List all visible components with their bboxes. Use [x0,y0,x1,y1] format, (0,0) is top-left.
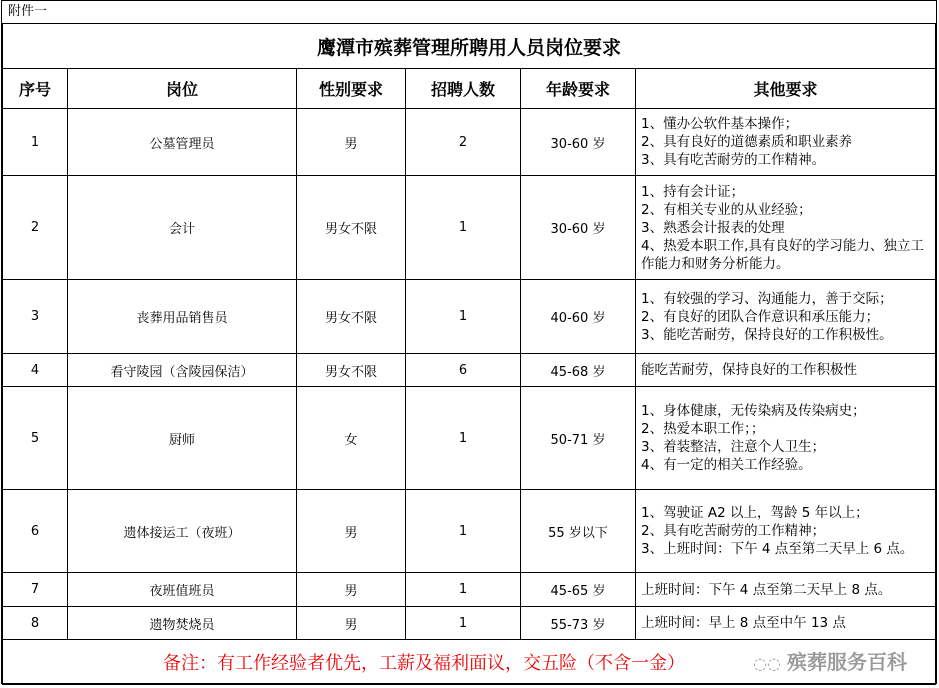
requirement-line: 1、持有会计证； [641,183,745,200]
table-row [3,607,936,640]
row-post: 会计 [68,176,297,280]
requirement-line: 上班时间：早上 8 点至中午 13 点 [641,615,846,631]
table-row [3,573,936,607]
row-gender: 男 [297,109,406,176]
footer-note-cell [3,640,936,685]
requirement-line: 2、热爱本职工作；； [641,421,765,437]
wechat-icon: ◌◌ [753,654,781,673]
row-count: 1 [406,607,521,640]
watermark: ◌◌ 殡葬服务百科 [753,650,907,674]
row-post: 丧葬用品销售员 [68,280,297,354]
requirement-line: 3、熟悉会计报表的处理 [641,219,785,236]
row-age: 45-68 岁 [521,354,636,387]
row-number: 1 [3,109,68,176]
job-requirements-document [1,0,937,684]
row-count: 1 [406,573,521,607]
row-gender: 男 [297,573,406,607]
requirement-line: 2、具有吃苦耐劳的工作精神； [641,523,826,539]
document-title: 鹰潭市殡葬管理所聘用人员岗位要求 [3,24,936,69]
row-other-requirements [636,176,936,280]
row-count: 1 [406,490,521,573]
row-post: 厨师 [68,387,297,490]
requirement-line: 2、具有良好的道德素质和职业素养 [641,134,853,150]
row-count: 1 [406,280,521,354]
row-gender: 男女不限 [297,176,406,280]
table-row [3,387,936,490]
row-gender: 男 [297,490,406,573]
row-other-requirements [636,354,936,387]
table-row [3,354,936,387]
row-count: 1 [406,176,521,280]
row-gender: 男 [297,607,406,640]
header-gender: 性别要求 [297,69,406,109]
requirement-line: 3、上班时间：下午 4 点至第二天早上 6 点。 [641,541,914,557]
row-number: 8 [3,607,68,640]
row-count: 6 [406,354,521,387]
row-gender: 女 [297,387,406,490]
row-post: 遗体接运工（夜班） [68,490,297,573]
row-other-requirements [636,387,936,490]
requirement-line: 能吃苦耐劳，保持良好的工作积极性 [641,362,857,378]
requirement-line: 3、能吃苦耐劳，保持良好的工作积极性。 [641,326,893,343]
annex-label: 附件一 [2,1,936,24]
row-post: 夜班值班员 [68,573,297,607]
requirements-table [2,24,936,685]
row-age: 30-60 岁 [521,109,636,176]
header-count: 招聘人数 [406,69,521,109]
row-other-requirements [636,280,936,354]
requirement-line: 1、驾驶证 A2 以上，驾龄 5 年以上； [641,505,869,521]
row-number: 7 [3,573,68,607]
row-age: 40-60 岁 [521,280,636,354]
footer-note: 备注：有工作经验者优先，工薪及福利面议，交五险（不含一金） [163,653,685,674]
row-post: 遗物焚烧员 [68,607,297,640]
requirement-line: 上班时间：下午 4 点至第二天早上 8 点。 [641,581,892,598]
table-row [3,280,936,354]
row-other-requirements [636,109,936,176]
row-age: 30-60 岁 [521,176,636,280]
requirement-line: 1、有较强的学习、沟通能力，善于交际； [641,290,893,307]
row-age: 55 岁以下 [521,490,636,573]
row-other-requirements [636,573,936,607]
table-row [3,490,936,573]
row-count: 1 [406,387,521,490]
header-other: 其他要求 [636,69,936,109]
row-count: 2 [406,109,521,176]
table-header [3,69,936,109]
row-gender: 男女不限 [297,354,406,387]
header-post: 岗位 [68,69,297,109]
header-no: 序号 [3,69,68,109]
requirement-line: 3、着装整洁，注意个人卫生； [641,439,826,455]
row-gender: 男女不限 [297,280,406,354]
requirement-line: 2、有相关专业的从业经验； [641,201,812,218]
requirement-line: 2、有良好的团队合作意识和承压能力； [641,308,880,325]
row-number: 5 [3,387,68,490]
row-number: 6 [3,490,68,573]
row-post: 公墓管理员 [68,109,297,176]
requirement-line: 4、有一定的相关工作经验。 [641,457,812,473]
row-other-requirements [636,607,936,640]
table-row [3,176,936,280]
row-other-requirements [636,490,936,573]
row-age: 55-73 岁 [521,607,636,640]
row-number: 4 [3,354,68,387]
requirement-line: 3、具有吃苦耐劳的工作精神。 [641,152,826,168]
row-age: 45-65 岁 [521,573,636,607]
requirement-line: 4、热爱本职工作,具有良好的学习能力、独立工作能力和财务分析能力。 [641,237,924,272]
requirement-line: 1、身体健康，无传染病及传染病史； [641,403,866,419]
row-post: 看守陵园（含陵园保洁） [68,354,297,387]
row-number: 3 [3,280,68,354]
header-age: 年龄要求 [521,69,636,109]
row-number: 2 [3,176,68,280]
requirement-line: 1、懂办公软件基本操作； [641,116,799,132]
table-row [3,109,936,176]
row-age: 50-71 岁 [521,387,636,490]
